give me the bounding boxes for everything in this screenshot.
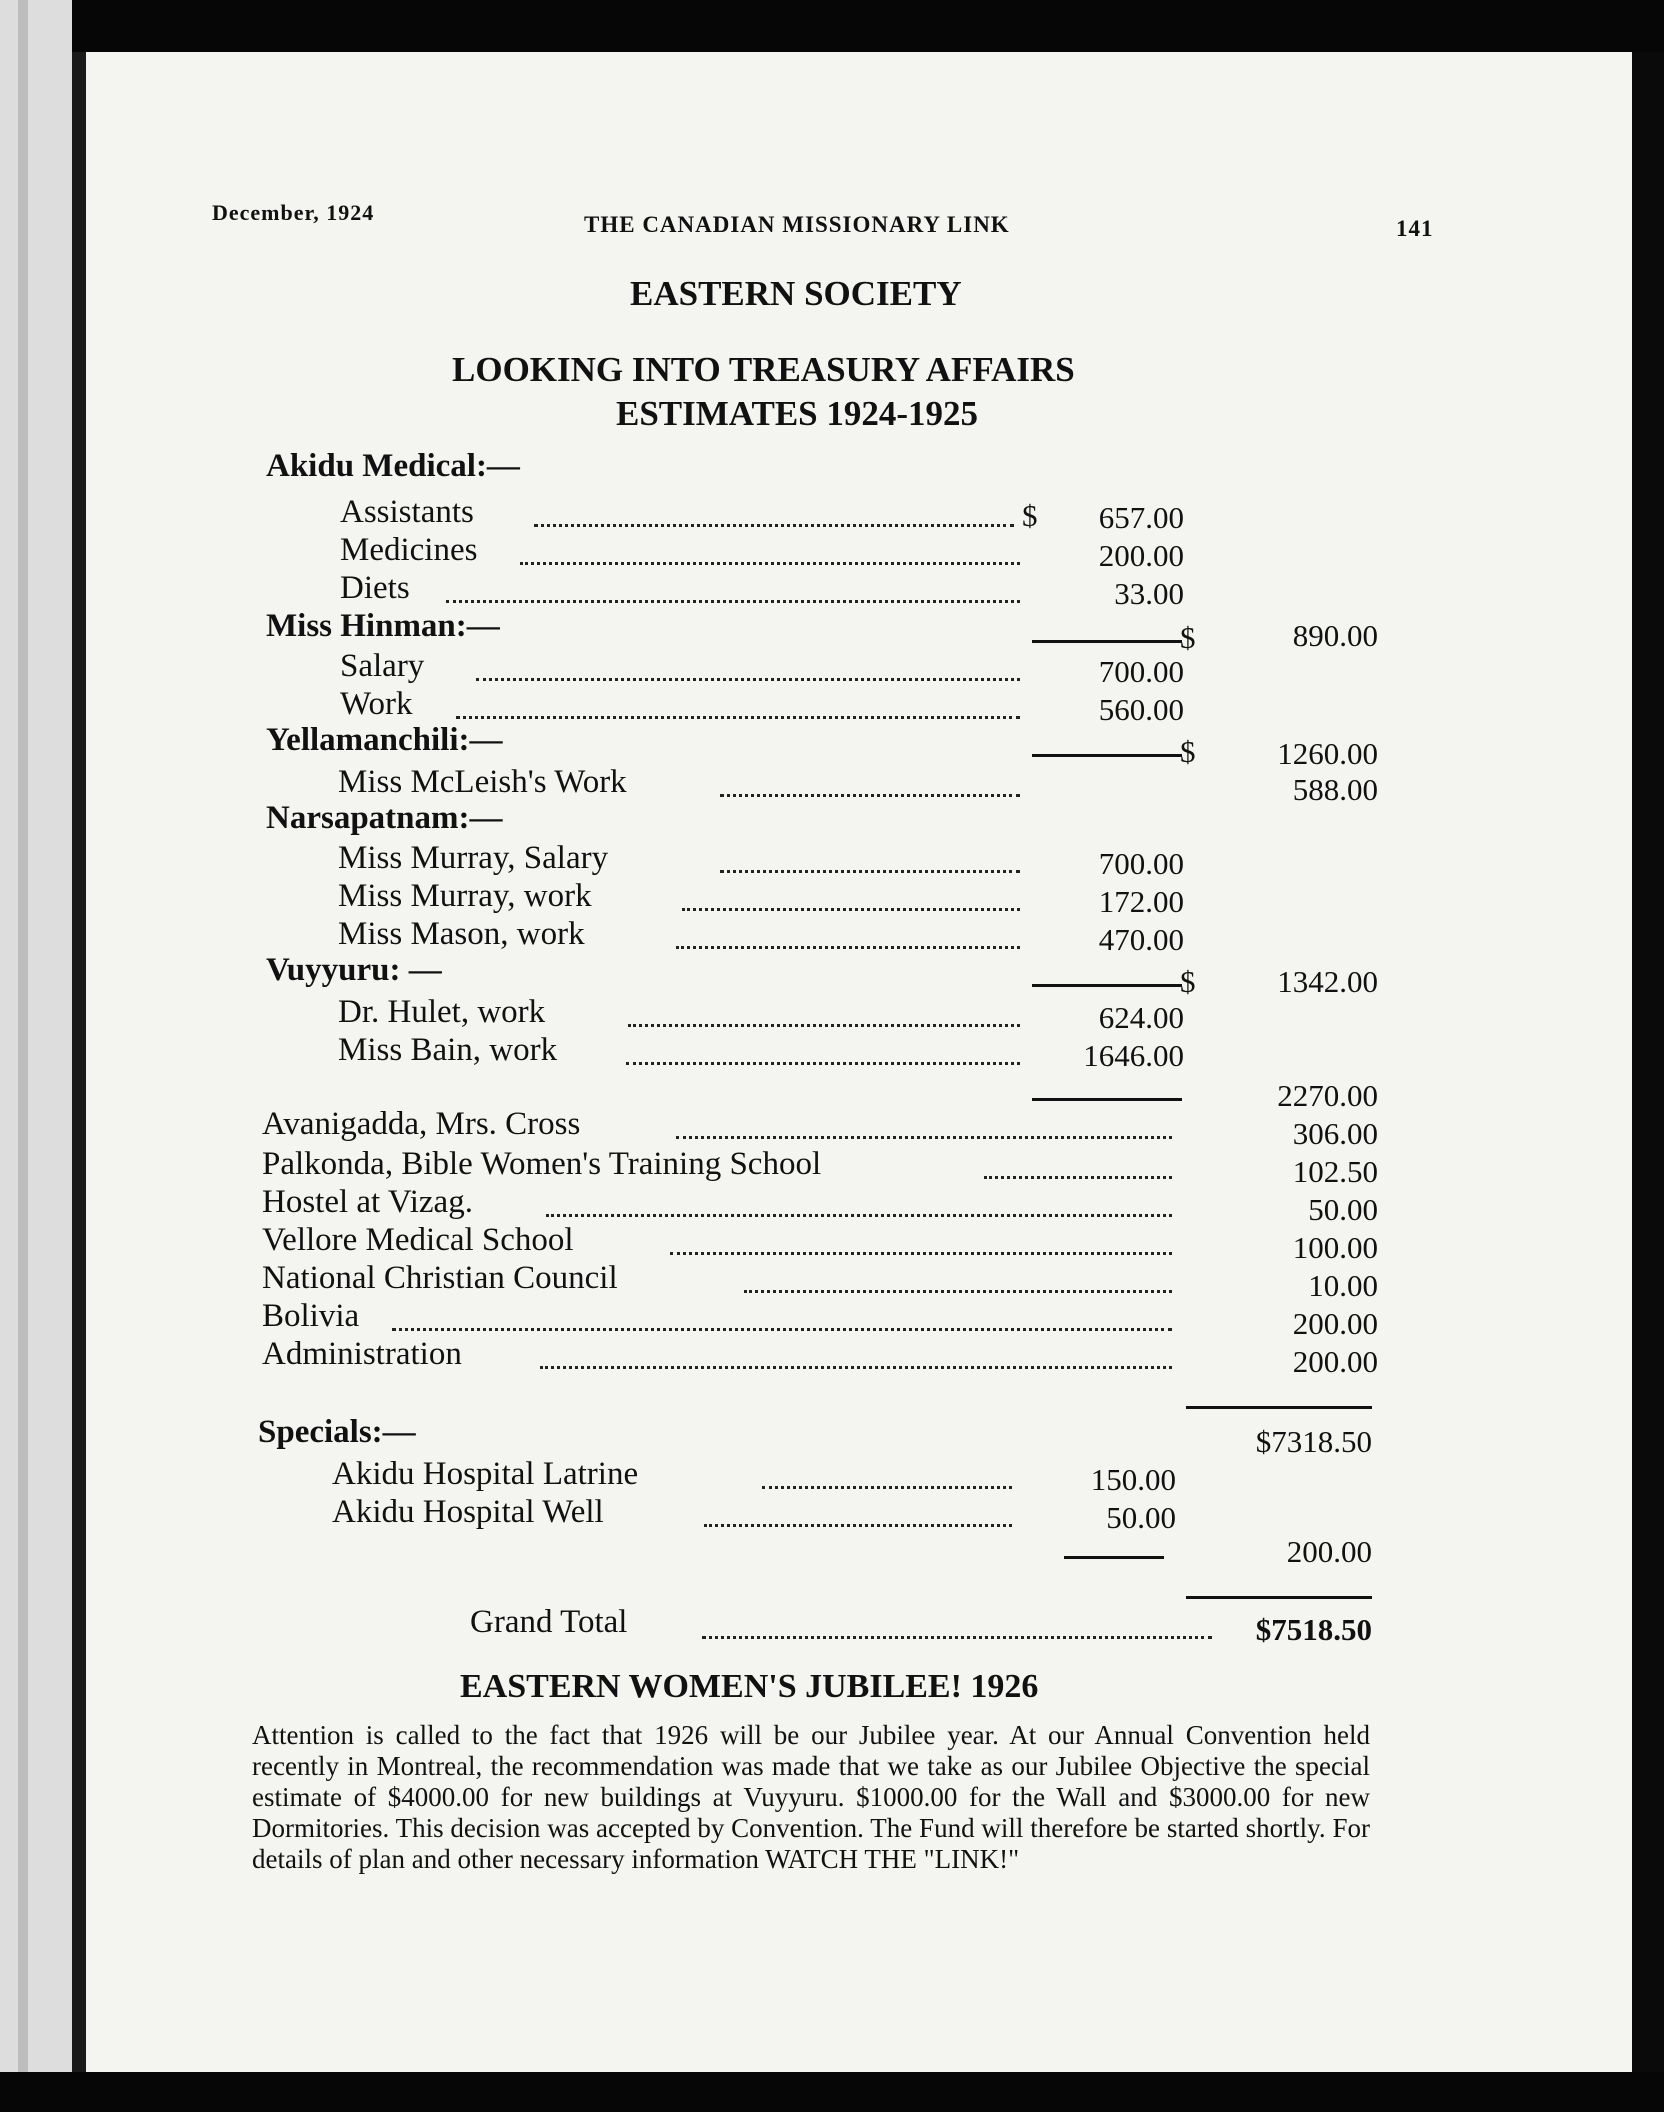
- item-label: Assistants: [340, 494, 474, 530]
- subtotal-amount: 1342.00: [1277, 964, 1378, 999]
- subtotal-rule: [1032, 1098, 1182, 1101]
- item-label: Palkonda, Bible Women's Training School: [262, 1146, 822, 1182]
- leader-dots: [534, 524, 1014, 527]
- leader-dots: [676, 946, 1020, 949]
- item-amount: 102.50: [1292, 1154, 1378, 1189]
- leader-dots: [392, 1328, 1172, 1331]
- scan-border-top: [0, 0, 1664, 52]
- scan-border-bottom: [0, 2072, 1664, 2112]
- facing-page-edge: [0, 0, 72, 2112]
- section-specials: Specials:—: [258, 1414, 416, 1450]
- item-label: Miss Murray, work: [338, 878, 592, 914]
- leader-dots: [628, 1024, 1020, 1027]
- subtotal-rule: [1032, 640, 1182, 643]
- subtotal-amount: 200.00: [1286, 1534, 1372, 1569]
- jubilee-heading: EASTERN WOMEN'S JUBILEE! 1926: [460, 1668, 1039, 1705]
- leader-dots: [476, 678, 1020, 681]
- item-label: Hostel at Vizag.: [262, 1184, 473, 1220]
- leader-dots: [520, 562, 1020, 565]
- item-amount: 588.00: [1292, 772, 1378, 807]
- society-title: EASTERN SOCIETY: [630, 274, 962, 313]
- item-label: Dr. Hulet, work: [338, 994, 546, 1030]
- item-label: Bolivia: [262, 1298, 360, 1334]
- item-amount: 200.00: [1292, 1344, 1378, 1379]
- item-label: Salary: [340, 648, 425, 684]
- item-label: Vellore Medical School: [262, 1222, 574, 1258]
- item-amount: 33.00: [1114, 576, 1184, 611]
- leader-dots: [682, 908, 1020, 911]
- section-miss-hinman: Miss Hinman:—: [266, 608, 500, 644]
- item-amount: 470.00: [1098, 922, 1184, 957]
- leader-dots: [762, 1486, 1012, 1489]
- running-total: $7318.50: [1255, 1424, 1372, 1459]
- grand-total-label: Grand Total: [470, 1604, 628, 1640]
- leader-dots: [720, 870, 1020, 873]
- item-label: Akidu Hospital Well: [332, 1494, 604, 1530]
- leader-dots: [446, 600, 1020, 603]
- header-date: December, 1924: [212, 200, 375, 225]
- item-amount: 50.00: [1106, 1500, 1176, 1535]
- leader-dots: [626, 1062, 1020, 1065]
- article-heading: LOOKING INTO TREASURY AFFAIRS: [452, 350, 1075, 389]
- grand-total-amount: $7518.50: [1255, 1612, 1372, 1647]
- leader-dots: [744, 1290, 1172, 1293]
- section-akidu-medical: Akidu Medical:—: [266, 448, 520, 484]
- item-amount: 172.00: [1098, 884, 1184, 919]
- item-label: Administration: [262, 1336, 462, 1372]
- item-label: Miss Bain, work: [338, 1032, 558, 1068]
- subtotal-rule: [1032, 754, 1182, 757]
- item-amount: 150.00: [1090, 1462, 1176, 1497]
- page-gutter: [72, 52, 86, 2072]
- leader-dots: [702, 1636, 1212, 1639]
- item-amount: 50.00: [1308, 1192, 1378, 1227]
- total-rule: [1186, 1406, 1372, 1409]
- subtotal-rule: [1064, 1556, 1164, 1559]
- leader-dots: [540, 1366, 1172, 1369]
- leader-dots: [984, 1176, 1172, 1179]
- estimates-heading: ESTIMATES 1924-1925: [616, 394, 979, 433]
- item-amount: 560.00: [1098, 692, 1184, 727]
- leader-dots: [704, 1524, 1012, 1527]
- subtotal-amount: 890.00: [1292, 618, 1378, 653]
- item-amount: 657.00: [1098, 500, 1184, 535]
- leader-dots: [546, 1214, 1172, 1217]
- item-amount: 624.00: [1098, 1000, 1184, 1035]
- item-amount: 200.00: [1098, 538, 1184, 573]
- dollar-sign: $: [1180, 734, 1196, 769]
- header-publication: THE CANADIAN MISSIONARY LINK: [584, 212, 1010, 237]
- item-amount: 100.00: [1292, 1230, 1378, 1265]
- leader-dots: [456, 716, 1020, 719]
- item-label: Miss McLeish's Work: [338, 764, 627, 800]
- item-label: Avanigadda, Mrs. Cross: [262, 1106, 581, 1142]
- dollar-sign: $: [1180, 964, 1196, 999]
- header-page-number: 141: [1396, 216, 1434, 241]
- item-amount: 700.00: [1098, 846, 1184, 881]
- dollar-sign: $: [1022, 498, 1038, 533]
- item-amount: 1646.00: [1083, 1038, 1184, 1073]
- item-amount: 306.00: [1292, 1116, 1378, 1151]
- dollar-sign: $: [1180, 620, 1196, 655]
- section-yellamanchili: Yellamanchili:—: [266, 722, 503, 758]
- item-label: National Christian Council: [262, 1260, 618, 1296]
- subtotal-rule: [1032, 984, 1182, 987]
- subtotal-amount: 2270.00: [1277, 1078, 1378, 1113]
- leader-dots: [670, 1252, 1172, 1255]
- item-label: Miss Mason, work: [338, 916, 585, 952]
- item-label: Akidu Hospital Latrine: [332, 1456, 639, 1492]
- item-amount: 700.00: [1098, 654, 1184, 689]
- jubilee-paragraph: Attention is called to the fact that 1926 will be our Jubilee year. At our Annual Convention held recently in Montreal, the recommendation was made that we take as our Jubilee Objective the special estimate of $4000.00 for new buildings at Vuyyuru. $1000.00 for the Wall and $3000.00 for new Dormitories. This decision was accepted by Convention. The Fund will therefore be started shortly. For details of plan and other necessary information WATCH THE "LINK!": [252, 1720, 1370, 1874]
- item-amount: 10.00: [1308, 1268, 1378, 1303]
- total-rule: [1186, 1596, 1372, 1599]
- leader-dots: [676, 1136, 1172, 1139]
- section-narsapatnam: Narsapatnam:—: [266, 800, 503, 836]
- item-label: Diets: [340, 570, 410, 606]
- item-label: Medicines: [340, 532, 478, 568]
- item-amount: 200.00: [1292, 1306, 1378, 1341]
- item-label: Miss Murray, Salary: [338, 840, 609, 876]
- leader-dots: [720, 794, 1020, 797]
- section-vuyyuru: Vuyyuru: —: [266, 952, 442, 988]
- item-label: Work: [340, 686, 413, 722]
- subtotal-amount: 1260.00: [1277, 736, 1378, 771]
